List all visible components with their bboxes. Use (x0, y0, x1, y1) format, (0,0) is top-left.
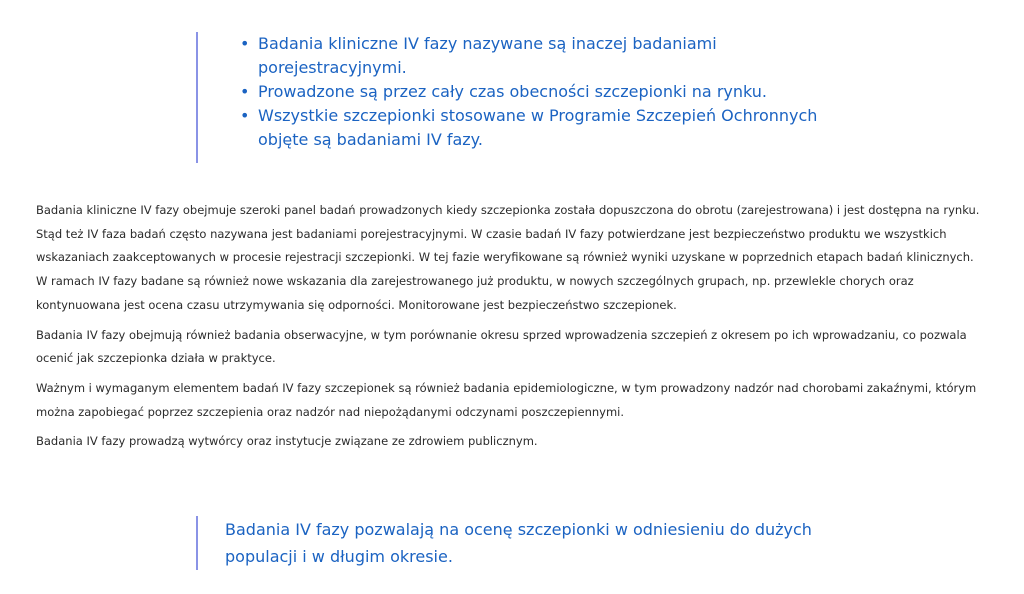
summary-quote-text: Badania IV fazy pozwalają na ocenę szczepionki w odniesieniu do dużych populacji i w długim okresie. (225, 520, 812, 566)
key-point-item: • Wszystkie szczepionki stosowane w Programie Szczepień Ochronnych objęte są badaniami IV fazy. (258, 104, 836, 152)
summary-quote (196, 516, 836, 570)
article-paragraph: Badania kliniczne IV fazy obejmuje szeroki panel badań prowadzonych kiedy szczepionka została dopuszczona do obrotu (zarejestrowana) i jest dostępna na rynku. Stąd też IV faza badań często nazywana jest badaniami porejestracyjnymi. W czasie badań IV fazy potwierdzane jest bezpieczeństwo produktu we wszystkich wskazaniach zaakceptowanych w procesie rejestracji szczepionki. W tej fazie weryfikowane są również wyniki uzyskane w poprzednich etapach badań klinicznych. W ramach IV fazy badane są również nowe wskazania dla zarejestrowanego już produktu, w nowych szczególnych grupach, np. przewlekle chorych oraz kontynuowana jest ocena czasu utrzymywania się odporności. Monitorowane jest bezpieczeństwo szczepionek. (36, 203, 980, 312)
article-paragraph: Badania IV fazy prowadzą wytwórcy oraz instytucje związane ze zdrowiem publicznym. (36, 434, 538, 449)
key-point-item: • Badania kliniczne IV fazy nazywane są inaczej badaniami porejestracyjnymi. (258, 32, 836, 80)
key-points-list (198, 32, 836, 152)
article-body (36, 199, 986, 460)
article-paragraph: Ważnym i wymaganym elementem badań IV fazy szczepionek są również badania epidemiologiczne, w tym prowadzony nadzór nad chorobami zakaźnymi, którym można zapobiegać poprzez szczepienia oraz nadzór nad niepożądanymi odczynami poszczepiennymi. (36, 380, 977, 419)
key-points-callout (196, 32, 836, 163)
article-paragraph: Badania IV fazy obejmują również badania obserwacyjne, w tym porównanie okresu sprzed wprowadzenia szczepień z okresem po ich wprowadzaniu, co pozwala ocenić jak szczepionka działa w praktyce. (36, 327, 967, 366)
key-point-item: • Prowadzone są przez cały czas obecności szczepionki na rynku. (258, 80, 836, 104)
